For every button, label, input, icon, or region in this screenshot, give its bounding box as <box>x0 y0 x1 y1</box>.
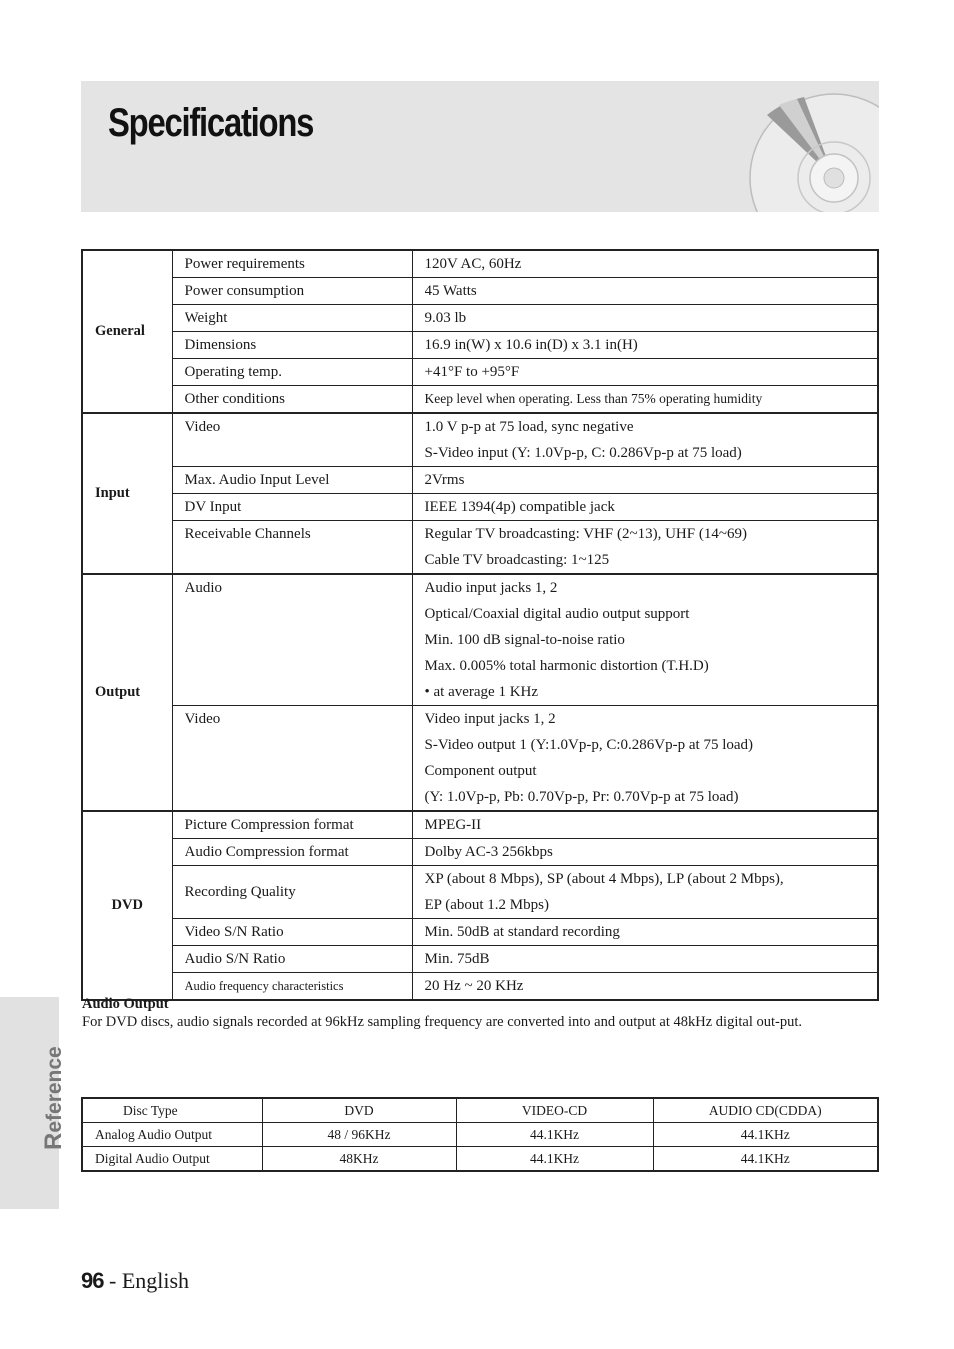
footer-separator: - <box>103 1268 122 1293</box>
table-row <box>82 305 878 332</box>
spec-value: Audio input jacks 1, 2 Optical/Coaxial digital audio output support Min. 100 dB signal-to-noise ratio Max. 0.005% total harmonic distortion (T.H.D) • at average 1 KHz <box>412 574 878 706</box>
spec-value: 2Vrms <box>412 467 878 494</box>
spec-value: 1.0 V p-p at 75 load, sync negative S-Video input (Y: 1.0Vp-p, C: 0.286Vp-p at 75 load) <box>412 413 878 467</box>
table-row <box>82 574 878 706</box>
table-row <box>82 1123 878 1147</box>
disc-output-table <box>81 1097 879 1172</box>
table-cell: Digital Audio Output <box>82 1147 262 1172</box>
spec-value: Regular TV broadcasting: VHF (2~13), UHF (14~69) Cable TV broadcasting: 1~125 <box>412 521 878 575</box>
spec-name: Recording Quality <box>172 866 412 919</box>
disc-icon <box>749 93 879 212</box>
note-body: For DVD discs, audio signals recorded at 96kHz sampling frequency are converted into and output at 48kHz digital out-put. <box>82 1014 802 1030</box>
table-row <box>82 866 878 919</box>
table-row <box>82 278 878 305</box>
column-header: Disc Type <box>82 1098 262 1123</box>
spec-name: Audio S/N Ratio <box>172 946 412 973</box>
table-row <box>82 1147 878 1172</box>
spec-value: XP (about 8 Mbps), SP (about 4 Mbps), LP (about 2 Mbps), EP (about 1.2 Mbps) <box>412 866 878 919</box>
spec-name: Power consumption <box>172 278 412 305</box>
spec-value: 9.03 lb <box>412 305 878 332</box>
column-header: DVD <box>262 1098 456 1123</box>
footer-language: English <box>121 1268 190 1293</box>
table-cell: 44.1KHz <box>653 1147 878 1172</box>
spec-value: Dolby AC-3 256kbps <box>412 839 878 866</box>
spec-name: Dimensions <box>172 332 412 359</box>
specifications-table <box>81 249 879 1001</box>
spec-value: 45 Watts <box>412 278 878 305</box>
spec-name: Audio <box>172 574 412 706</box>
spec-name: Video S/N Ratio <box>172 919 412 946</box>
table-row <box>82 706 878 812</box>
spec-name: Receivable Channels <box>172 521 412 575</box>
table-row <box>82 919 878 946</box>
spec-value: 20 Hz ~ 20 KHz <box>412 973 878 1001</box>
table-cell: 44.1KHz <box>456 1147 653 1172</box>
reference-side-label: Reference <box>40 1046 67 1150</box>
section-label-input: Input <box>82 413 172 574</box>
table-row <box>82 413 878 467</box>
spec-value: 16.9 in(W) x 10.6 in(D) x 3.1 in(H) <box>412 332 878 359</box>
table-row <box>82 359 878 386</box>
spec-name: DV Input <box>172 494 412 521</box>
spec-value: MPEG-II <box>412 811 878 839</box>
spec-name: Picture Compression format <box>172 811 412 839</box>
table-row <box>82 332 878 359</box>
table-cell: 48KHz <box>262 1147 456 1172</box>
table-row <box>82 250 878 278</box>
table-row <box>82 467 878 494</box>
audio-output-note <box>82 995 878 1031</box>
table-cell: 44.1KHz <box>653 1123 878 1147</box>
table-row <box>82 494 878 521</box>
table-cell: 48 / 96KHz <box>262 1123 456 1147</box>
page-title: Specifications <box>108 101 314 145</box>
table-cell: Analog Audio Output <box>82 1123 262 1147</box>
spec-name: Max. Audio Input Level <box>172 467 412 494</box>
page-footer <box>81 1268 189 1294</box>
spec-name: Video <box>172 413 412 467</box>
spec-name: Operating temp. <box>172 359 412 386</box>
table-row <box>82 386 878 414</box>
table-cell: 44.1KHz <box>456 1123 653 1147</box>
spec-name: Audio frequency characteristics <box>172 973 412 1001</box>
column-header: VIDEO-CD <box>456 1098 653 1123</box>
spec-name: Power requirements <box>172 250 412 278</box>
table-row <box>82 839 878 866</box>
table-row <box>82 521 878 575</box>
table-row <box>82 946 878 973</box>
spec-value: Video input jacks 1, 2 S-Video output 1 (Y:1.0Vp-p, C:0.286Vp-p at 75 load) Component output (Y: 1.0Vp-p, Pb: 0.70Vp-p, Pr: 0.70Vp-p at 75 load) <box>412 706 878 812</box>
spec-value: 120V AC, 60Hz <box>412 250 878 278</box>
title-banner <box>81 81 879 212</box>
spec-name: Video <box>172 706 412 812</box>
spec-value: Keep level when operating. Less than 75% operating humidity <box>412 386 878 414</box>
spec-name: Audio Compression format <box>172 839 412 866</box>
page-number: 96 <box>81 1268 104 1293</box>
spec-value: IEEE 1394(4p) compatible jack <box>412 494 878 521</box>
section-label-general: General <box>82 250 172 413</box>
table-header-row <box>82 1098 878 1123</box>
section-label-output: Output <box>82 574 172 811</box>
column-header: AUDIO CD(CDDA) <box>653 1098 878 1123</box>
table-row <box>82 811 878 839</box>
section-label-dvd: DVD <box>82 811 172 1000</box>
spec-value: +41°F to +95°F <box>412 359 878 386</box>
spec-name: Weight <box>172 305 412 332</box>
spec-value: Min. 75dB <box>412 946 878 973</box>
spec-value: Min. 50dB at standard recording <box>412 919 878 946</box>
note-heading: Audio Output <box>82 996 169 1012</box>
spec-name: Other conditions <box>172 386 412 414</box>
